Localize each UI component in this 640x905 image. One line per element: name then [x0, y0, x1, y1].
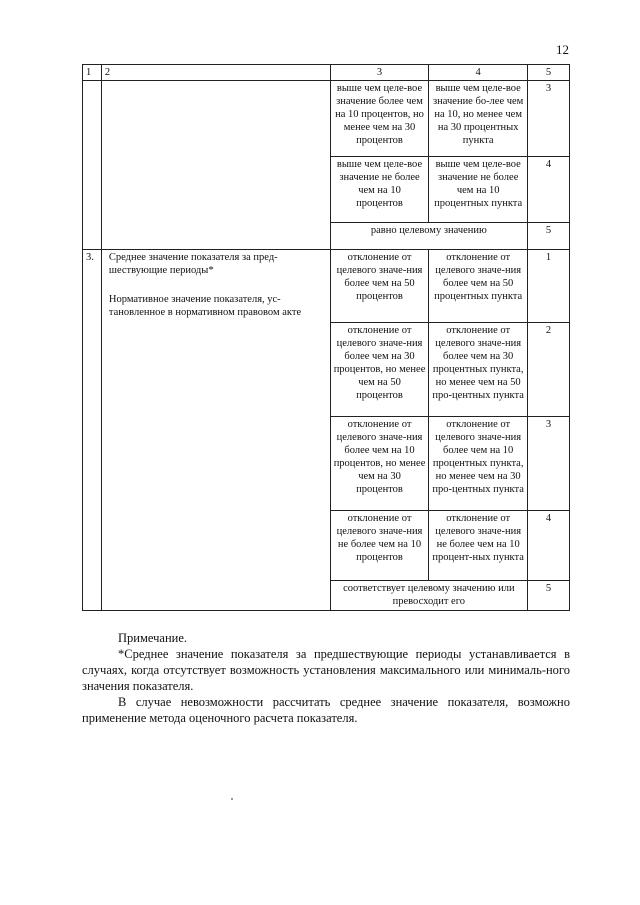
criterion-points-cell: отклонение от целевого значе-ния более чем на 10 процентных пункта, но менее чем на 30 про-центных пункта: [429, 417, 528, 511]
score-cell: 4: [528, 157, 570, 223]
criterion-percent-cell: выше чем целе-вое значение не более чем на 10 процентов: [330, 157, 429, 223]
criterion-points-cell: отклонение от целевого значе-ния более чем на 50 процентных пункта: [429, 250, 528, 323]
row-number-cell: [83, 81, 102, 250]
indicator-description-cell: [101, 81, 330, 250]
table-row: [83, 81, 570, 157]
criterion-percent-cell: отклонение от целевого значе-ния более чем на 30 процентов, но менее чем на 50 процентов: [330, 323, 429, 417]
indicator-description-cell: [101, 250, 330, 611]
criterion-percent-cell: отклонение от целевого значе-ния не более чем на 10 процентов: [330, 511, 429, 581]
note-section: [82, 630, 570, 726]
header-col-2: 2: [101, 65, 330, 81]
header-col-5: 5: [528, 65, 570, 81]
indicator-table: [82, 64, 570, 611]
score-cell: 2: [528, 323, 570, 417]
score-cell: 1: [528, 250, 570, 323]
note-paragraph-1: *Среднее значение показателя за предшествующие периоды устанавливается в случаях, когда отсутствует возможность установления максимального или минималь-ного значения показателя.: [82, 647, 570, 693]
table-row: [83, 250, 570, 323]
criterion-percent-cell: отклонение от целевого значе-ния более чем на 10 процентов, но менее чем на 30 процентов: [330, 417, 429, 511]
page-number: 12: [556, 42, 569, 57]
header-col-1: 1: [83, 65, 102, 81]
score-cell: 4: [528, 511, 570, 581]
score-cell: 3: [528, 81, 570, 157]
header-col-4: 4: [429, 65, 528, 81]
scan-speck: [231, 798, 233, 800]
score-cell: 5: [528, 223, 570, 250]
criterion-points-cell: выше чем целе-вое значение бо-лее чем на 10, но менее чем на 30 процентных пункта: [429, 81, 528, 157]
note-title: Примечание.: [118, 631, 188, 645]
score-cell: 3: [528, 417, 570, 511]
score-cell: 5: [528, 581, 570, 611]
note-paragraph-2: В случае невозможности рассчитать среднее значение показателя, возможно применение метода оценочного расчета показателя.: [82, 695, 570, 725]
indicator-description-normative: Нормативное значение показателя, ус-тановленное в нормативном правовом акте: [108, 294, 302, 318]
header-col-3: 3: [330, 65, 429, 81]
merged-criterion-cell: равно целевому значению: [330, 223, 527, 250]
criterion-points-cell: выше чем целе-вое значение не более чем на 10 процентных пункта: [429, 157, 528, 223]
table-header-row: [83, 65, 570, 81]
merged-criterion-cell: соответствует целевому значению или превосходит его: [330, 581, 527, 611]
criterion-points-cell: отклонение от целевого значе-ния не более чем на 10 процент-ных пункта: [429, 511, 528, 581]
indicator-description-average: Среднее значение показателя за пред-шествующие периоды*: [108, 252, 278, 276]
criterion-percent-cell: выше чем целе-вое значение более чем на 10 процентов, но менее чем на 30 процентов: [330, 81, 429, 157]
criterion-points-cell: отклонение от целевого значе-ния более чем на 30 процентных пункта, но менее чем на 50 про-центных пункта: [429, 323, 528, 417]
row-number-cell: 3.: [83, 250, 102, 611]
criterion-percent-cell: отклонение от целевого значе-ния более чем на 50 процентов: [330, 250, 429, 323]
